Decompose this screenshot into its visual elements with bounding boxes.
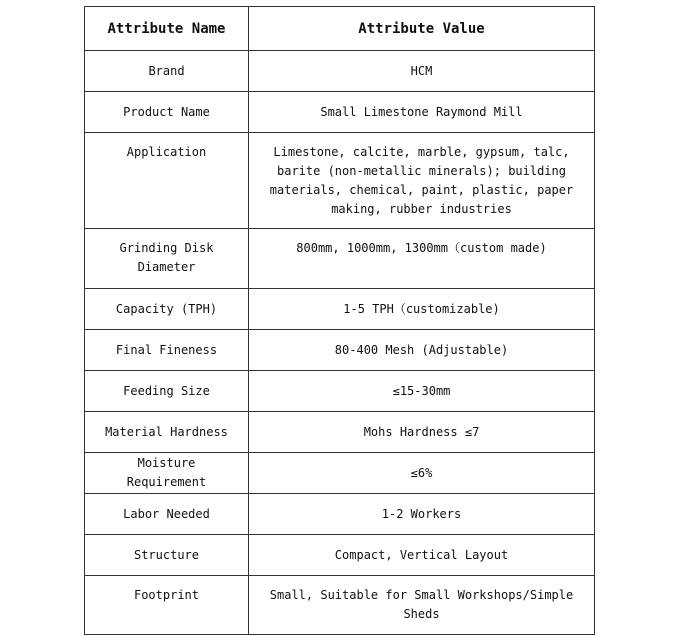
- table-row: [85, 289, 595, 330]
- table-row: [85, 229, 595, 289]
- row-name-footprint: Footprint: [85, 576, 249, 635]
- table-row: [85, 330, 595, 371]
- table-row: [85, 371, 595, 412]
- row-name-material-hardness: Material Hardness: [85, 412, 249, 453]
- row-name-final-fineness: Final Fineness: [85, 330, 249, 371]
- table-row: [85, 412, 595, 453]
- header-attribute-name: Attribute Name: [85, 7, 249, 51]
- table-row: [85, 51, 595, 92]
- table-row: [85, 453, 595, 494]
- attribute-table: [84, 6, 595, 635]
- row-value-feeding-size: ≤15-30mm: [249, 371, 595, 412]
- row-name-grinding-disk-diameter: Grinding Disk Diameter: [85, 229, 249, 289]
- row-name-structure: Structure: [85, 535, 249, 576]
- row-value-final-fineness: 80-400 Mesh (Adjustable): [249, 330, 595, 371]
- row-value-grinding-disk-diameter: 800mm, 1000mm, 1300mm（custom made): [249, 229, 595, 289]
- row-name-application: Application: [85, 133, 249, 229]
- table-row: [85, 133, 595, 229]
- row-name-brand: Brand: [85, 51, 249, 92]
- row-value-moisture-requirement: ≤6%: [249, 453, 595, 494]
- row-name-feeding-size: Feeding Size: [85, 371, 249, 412]
- row-value-product-name: Small Limestone Raymond Mill: [249, 92, 595, 133]
- table-row: [85, 535, 595, 576]
- row-value-application: Limestone, calcite, marble, gypsum, talc, barite (non-metallic minerals); building materials, chemical, paint, plastic, paper making, rubber industries: [249, 133, 595, 229]
- row-value-brand: HCM: [249, 51, 595, 92]
- row-name-product-name: Product Name: [85, 92, 249, 133]
- row-value-labor-needed: 1-2 Workers: [249, 494, 595, 535]
- row-name-capacity: Capacity (TPH): [85, 289, 249, 330]
- table-row: [85, 576, 595, 635]
- row-value-material-hardness: Mohs Hardness ≤7: [249, 412, 595, 453]
- row-value-structure: Compact, Vertical Layout: [249, 535, 595, 576]
- row-name-moisture-requirement: Moisture Requirement: [85, 453, 249, 494]
- table-row: [85, 494, 595, 535]
- header-attribute-value: Attribute Value: [249, 7, 595, 51]
- row-value-capacity: 1-5 TPH（customizable): [249, 289, 595, 330]
- row-value-footprint: Small, Suitable for Small Workshops/Simple Sheds: [249, 576, 595, 635]
- row-name-labor-needed: Labor Needed: [85, 494, 249, 535]
- table-row: [85, 92, 595, 133]
- table-header-row: [85, 7, 595, 51]
